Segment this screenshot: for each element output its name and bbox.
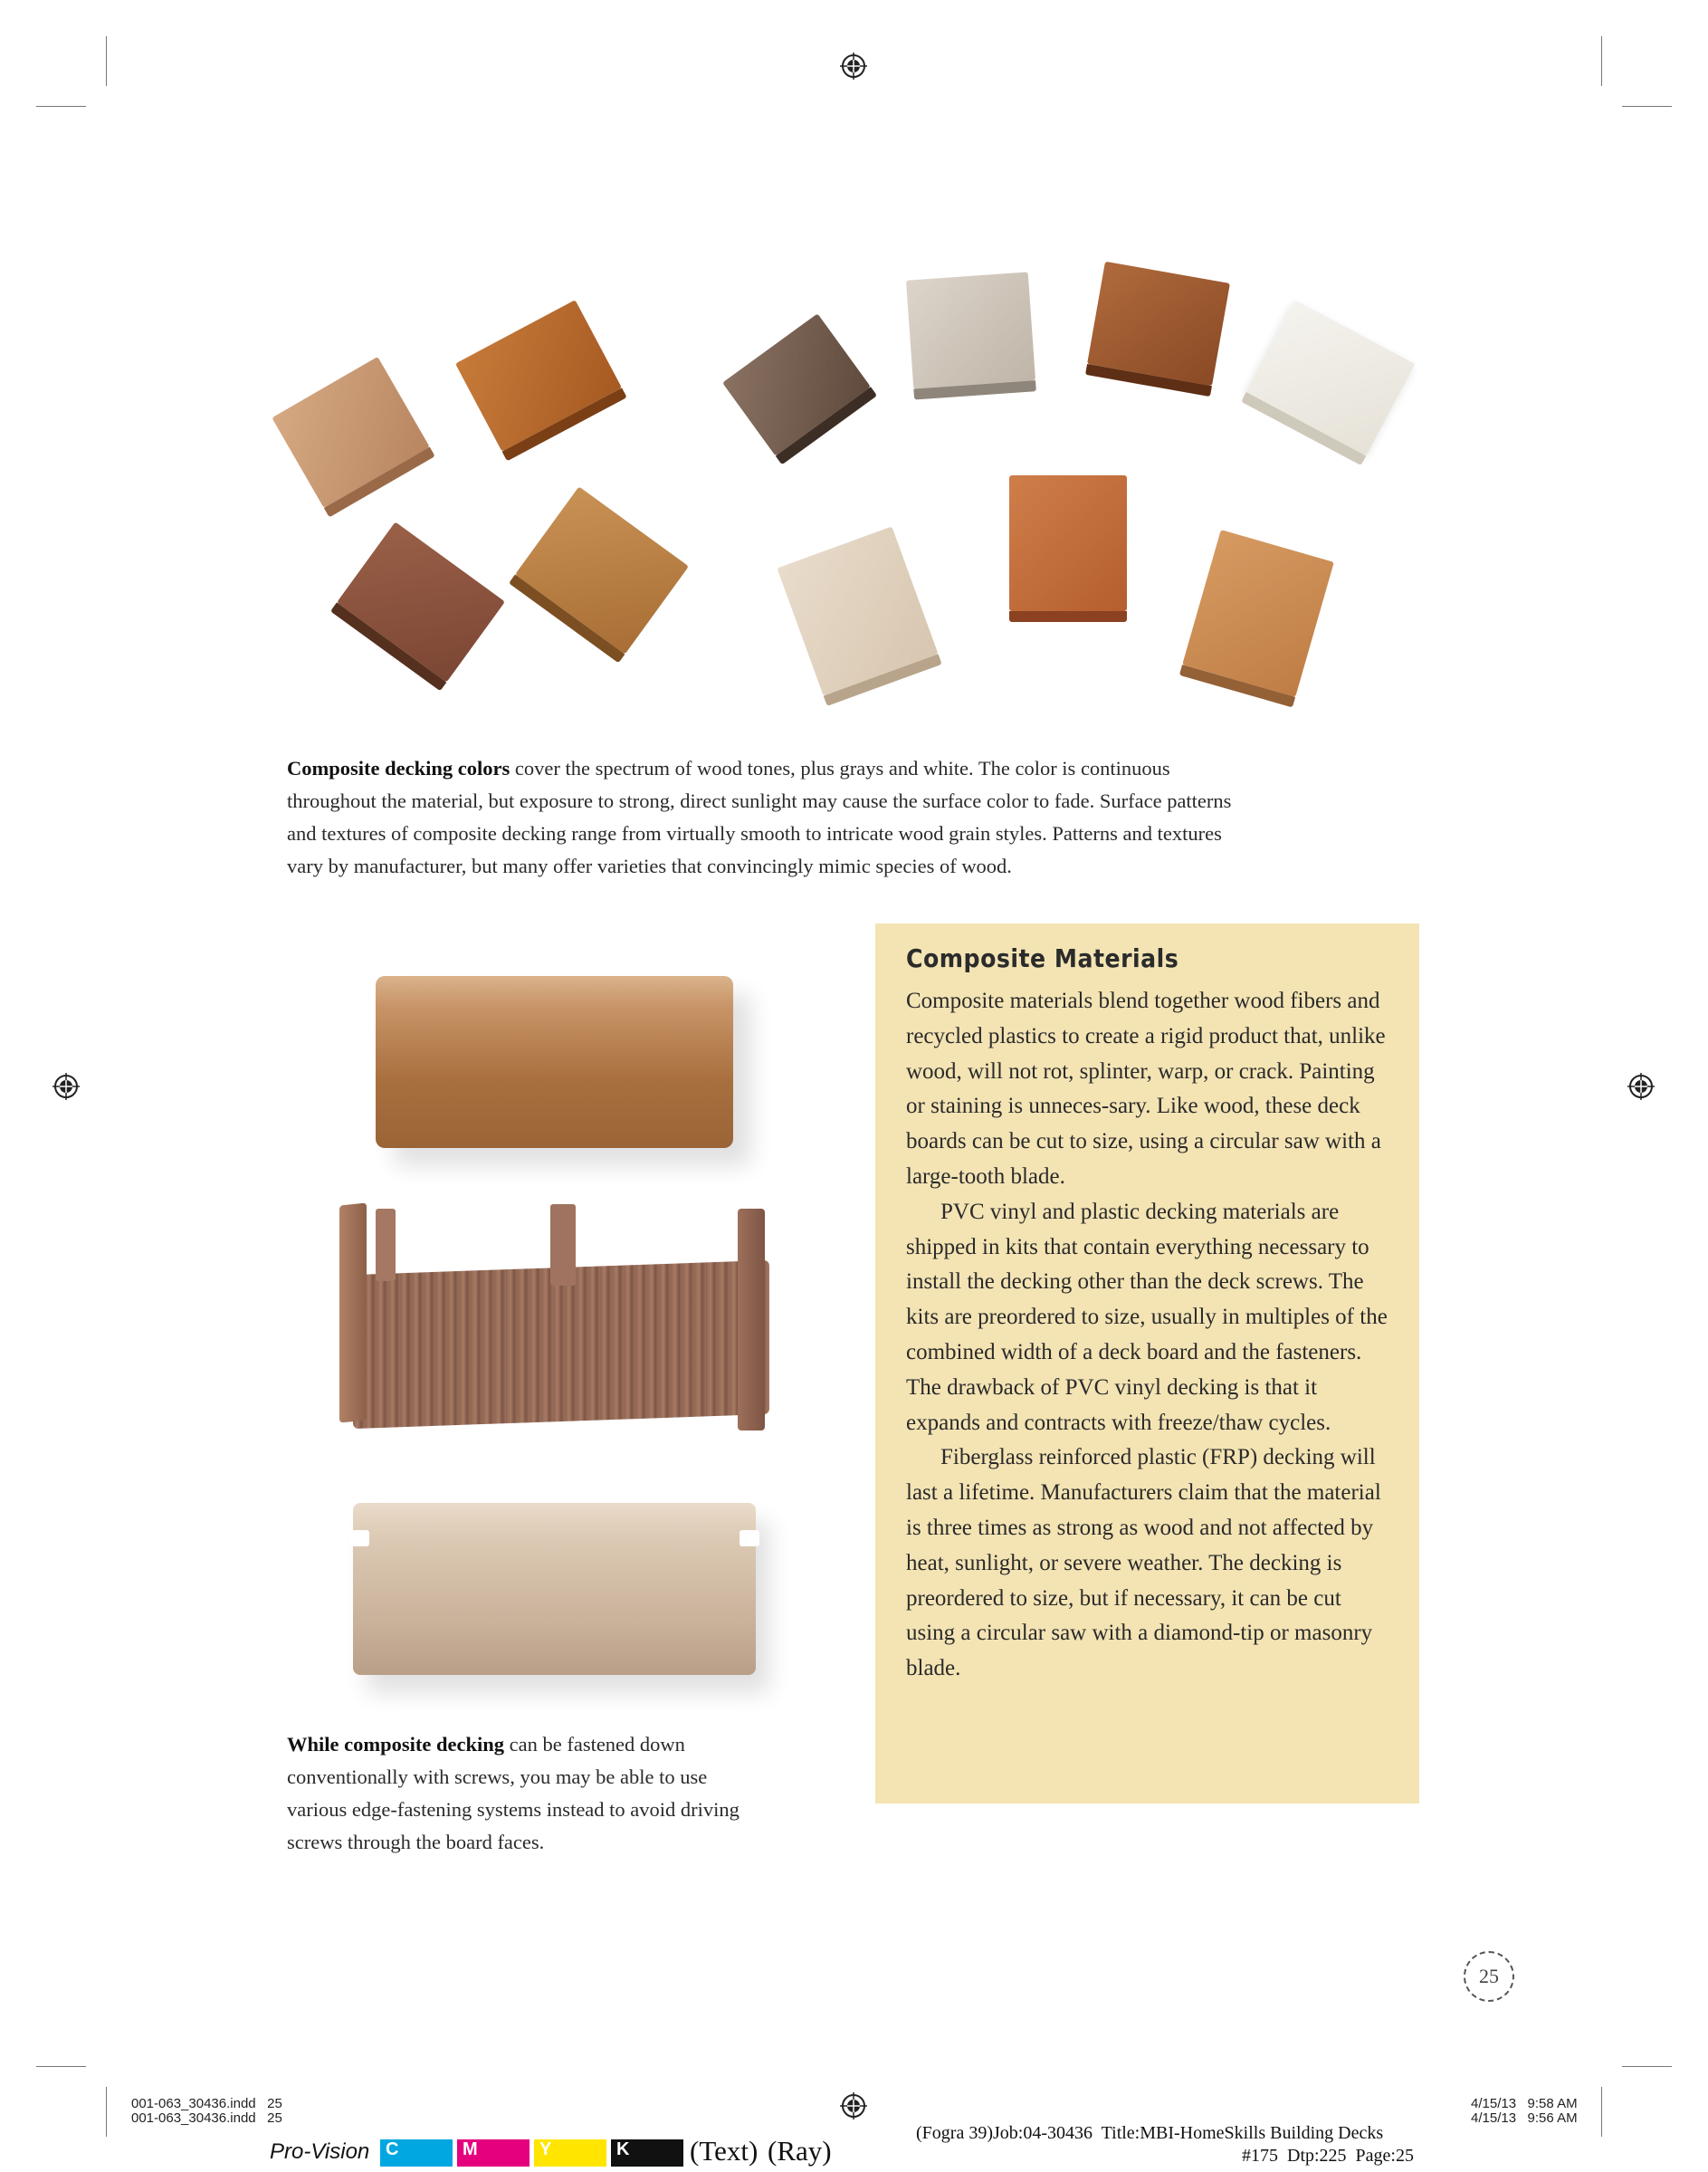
crop-mark-top-right-vertical <box>1601 36 1602 86</box>
sidebar-body <box>906 984 1395 1687</box>
board-profiles-photo <box>299 960 815 1720</box>
swatch-light-gray <box>906 272 1035 388</box>
sidebar-title: Composite Materials <box>906 943 1179 973</box>
slug-job-line-1: (Fogra 39)Job:04-30436 Title:MBI-HomeSkills Building Decks <box>916 2123 1384 2143</box>
swatch-medium-brown <box>337 521 505 682</box>
swatch-cedar-orange <box>1009 475 1127 611</box>
swatch-dark-brown <box>722 313 871 455</box>
slug-file-line-1: 001-063_30436.indd 25 <box>131 2096 282 2111</box>
caption-left-line-4: screws through the board faces. <box>287 1831 545 1853</box>
caption-top <box>287 752 1455 883</box>
registration-target-icon <box>840 53 867 80</box>
caption-top-line-3: and textures of composite decking range from virtually smooth to intricate wood grain styles. Patterns and textures <box>287 822 1222 845</box>
decking-swatches-photo <box>262 254 1448 724</box>
swatch-white <box>1246 301 1415 456</box>
composite-materials-sidebar <box>875 923 1419 1804</box>
grooved-board-profile <box>353 1503 756 1675</box>
caption-left-line-1: While composite decking can be fastened down <box>287 1733 685 1756</box>
slug-file-line-2: 001-063_30436.indd 25 <box>131 2110 282 2126</box>
slug-date-line-2: 4/15/13 9:56 AM <box>1471 2110 1578 2126</box>
color-bar-cyan: C <box>380 2139 453 2167</box>
hollow-board-profile <box>335 1204 787 1467</box>
color-bar-yellow: Y <box>534 2139 606 2167</box>
crop-mark-bottom-left-horizontal <box>36 2066 86 2067</box>
sidebar-paragraph-3: Fiberglass reinforced plastic (FRP) decking will last a lifetime. Manufacturers claim that the material is three times as strong as wood and not affected by heat, sunlight, or severe weather. The decking is preordered to size, but if necessary, it can be cut using a circular saw with a diamond-tip or masonry blade. <box>906 1445 1381 1681</box>
caption-top-line-1: Composite decking colors cover the spectrum of wood tones, plus grays and white. The color is continuous <box>287 757 1170 780</box>
caption-left-line-3: various edge-fastening systems instead to avoid driving <box>287 1798 739 1821</box>
crop-mark-bottom-right-horizontal <box>1622 2066 1672 2067</box>
caption-left-bold: While composite decking <box>287 1733 504 1756</box>
sidebar-paragraph-1: Composite materials blend together wood fibers and recycled plastics to create a rigid product that, unlike wood, will not rot, splinter, warp, or crack. Painting or staining is unneces-sary. Like wood, these deck boards can be cut to size, using a circular saw with a large-tooth blade. <box>906 989 1386 1189</box>
slug-job-line-2: #175 Dtp:225 Page:25 <box>1242 2146 1414 2166</box>
slug-date-line-1: 4/15/13 9:58 AM <box>1471 2096 1578 2111</box>
caption-left <box>287 1728 830 1859</box>
crop-mark-bottom-right-vertical <box>1601 2087 1602 2137</box>
page-number: 25 <box>1464 1951 1514 2002</box>
registration-target-icon <box>840 2092 867 2119</box>
crop-mark-bottom-left-vertical <box>106 2087 107 2137</box>
registration-target-icon <box>52 1073 80 1100</box>
slug-ray-label: (Ray) <box>768 2135 832 2167</box>
pro-vision-logo: Pro-Vision <box>270 2139 370 2164</box>
crop-mark-top-left-vertical <box>106 36 107 86</box>
caption-top-bold: Composite decking colors <box>287 757 510 780</box>
swatch-rust-brown <box>1087 262 1230 387</box>
crop-mark-top-right-horizontal <box>1622 106 1672 107</box>
sidebar-paragraph-2: PVC vinyl and plastic decking materials are shipped in kits that contain everything necessary to install the decking other than the deck screws. The kits are preordered to size, usually in multiples of the combined width of a deck board and the fasteners. The drawback of PVC vinyl decking is that it expands and contracts with freeze/thaw cycles. <box>906 1199 1388 1435</box>
swatch-tan-grain <box>272 357 429 508</box>
swatch-golden-oak <box>515 486 689 654</box>
caption-top-line-4: vary by manufacturer, but many offer varieties that convincingly mimic species of wood. <box>287 855 1012 877</box>
swatch-beige <box>777 526 938 695</box>
caption-top-line-2: throughout the material, but exposure to strong, direct sunlight may cause the surface color to fade. Surface patterns <box>287 789 1232 812</box>
slug-text-label: (Text) <box>690 2135 759 2167</box>
swatch-honey <box>1182 530 1334 697</box>
solid-board-profile <box>376 976 733 1148</box>
caption-left-line-2: conventionally with screws, you may be able to use <box>287 1765 708 1788</box>
registration-target-icon <box>1627 1073 1655 1100</box>
swatch-orange-brown <box>455 300 622 452</box>
color-bar-magenta: M <box>457 2139 530 2167</box>
color-bar-black: K <box>611 2139 683 2167</box>
crop-mark-top-left-horizontal <box>36 106 86 107</box>
